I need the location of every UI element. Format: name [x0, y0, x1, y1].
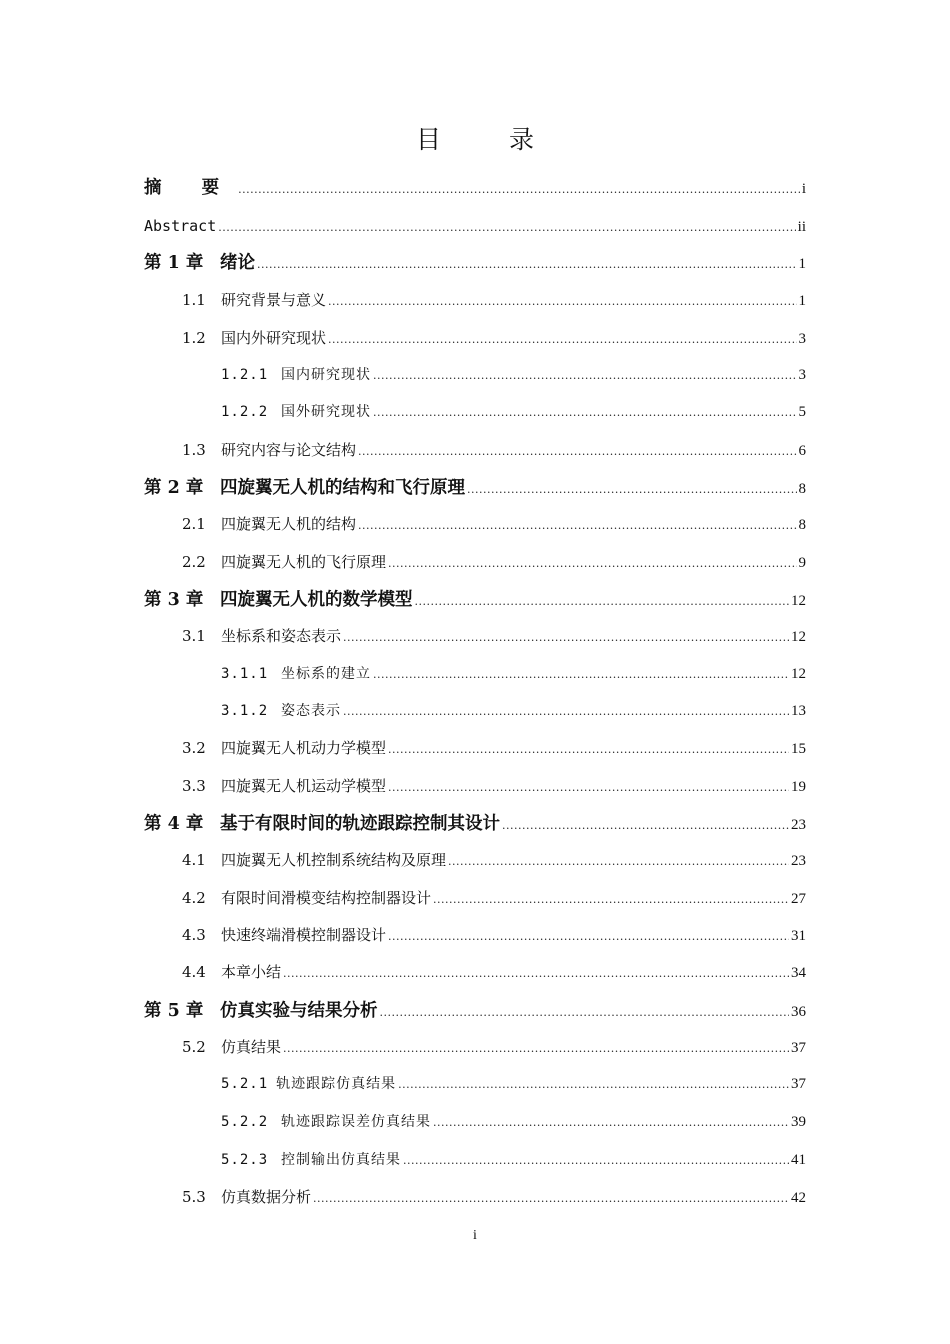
toc-section-entry[interactable]: [182, 622, 806, 650]
toc-entry-text: 四旋翼无人机动力学模型: [221, 739, 387, 757]
footer-page-number: i: [473, 1228, 477, 1243]
toc-page-number: 19: [791, 779, 806, 795]
toc-entry[interactable]: [144, 212, 806, 240]
dot-leader: [398, 1071, 789, 1099]
toc-page-number: 23: [791, 817, 806, 833]
section-number: 3.1: [182, 627, 206, 645]
toc-entry-text: 四旋翼无人机的数学模型: [220, 590, 413, 610]
toc-entry-text: 国外研究现状: [281, 404, 371, 420]
toc-entry-text: 四旋翼无人机的飞行原理: [221, 553, 387, 571]
toc-section-entry[interactable]: [182, 846, 806, 874]
toc-entry-text: 本章小结: [221, 963, 282, 981]
dot-leader: [218, 214, 795, 242]
dot-leader: [283, 1035, 789, 1063]
toc-page-number: 9: [798, 555, 806, 571]
toc-page-number: ii: [797, 219, 806, 235]
toc-page-number: 5: [798, 404, 806, 420]
subsection-number: 5.2.2: [221, 1114, 269, 1130]
toc-page-number: i: [801, 181, 806, 197]
toc-chapter-entry[interactable]: [144, 810, 806, 838]
dot-leader: [388, 736, 789, 764]
dot-leader: [313, 1185, 789, 1213]
section-number: 4.3: [182, 926, 206, 944]
toc-subsection-entry[interactable]: [221, 697, 806, 725]
toc-page-number: 13: [791, 703, 806, 719]
dot-leader: [415, 588, 790, 616]
toc-subsection-entry[interactable]: [221, 1108, 806, 1136]
dot-leader: [373, 399, 797, 427]
toc-section-entry[interactable]: [182, 958, 806, 986]
toc-entry-text: 四旋翼无人机运动学模型: [221, 777, 387, 795]
dot-leader: [343, 698, 789, 726]
section-number: 5.2: [182, 1038, 206, 1056]
toc-entry-text: 绪论: [220, 253, 255, 273]
dot-leader: [238, 176, 800, 204]
dot-leader: [433, 886, 789, 914]
toc-entry[interactable]: [144, 174, 806, 202]
toc-page-number: 15: [791, 741, 806, 757]
toc-page-number: 6: [798, 443, 806, 459]
toc-section-entry[interactable]: [182, 324, 806, 352]
toc-page-number: 36: [791, 1004, 806, 1020]
toc-page-number: 3: [798, 331, 806, 347]
toc-page-number: 12: [791, 666, 806, 682]
dot-leader: [358, 438, 796, 466]
subsection-number: 5.2.1: [221, 1076, 269, 1092]
toc-subsection-entry[interactable]: [221, 1146, 806, 1174]
section-number: 4.4: [182, 963, 206, 981]
toc-section-entry[interactable]: [182, 1033, 806, 1061]
section-number: 2.1: [182, 515, 206, 533]
toc-page-number: 27: [791, 891, 806, 907]
toc-page-number: 23: [791, 853, 806, 869]
toc-entry-text: 摘 要: [144, 178, 237, 198]
toc-page-number: 41: [791, 1152, 806, 1168]
toc-section-entry[interactable]: [182, 772, 806, 800]
dot-leader: [448, 848, 789, 876]
toc-entry-text: 研究背景与意义: [221, 291, 327, 309]
dot-leader: [433, 1109, 789, 1137]
toc-entry-text: 快速终端滑模控制器设计: [221, 926, 387, 944]
section-number: 5.3: [182, 1188, 206, 1206]
toc-page-number: 3: [798, 367, 806, 383]
subsection-number: 1.2.2: [221, 404, 269, 420]
toc-section-entry[interactable]: [182, 436, 806, 464]
dot-leader: [328, 326, 796, 354]
dot-leader: [388, 923, 789, 951]
dot-leader: [388, 774, 789, 802]
subsection-number: 3.1.2: [221, 703, 269, 719]
toc-chapter-entry[interactable]: [144, 474, 806, 502]
section-number: 1.3: [182, 441, 206, 459]
toc-entry-text: 仿真结果: [221, 1038, 282, 1056]
section-number: 4.1: [182, 851, 206, 869]
toc-page-number: 31: [791, 928, 806, 944]
toc-section-entry[interactable]: [182, 510, 806, 538]
toc-page-number: 8: [798, 517, 806, 533]
toc-subsection-entry[interactable]: [221, 361, 806, 389]
toc-entry-text: 坐标系的建立: [281, 666, 371, 682]
toc-section-entry[interactable]: [182, 884, 806, 912]
page-title: 目 录: [416, 125, 564, 154]
dot-leader: [380, 999, 790, 1027]
chapter-number: 第 3 章: [144, 590, 204, 610]
toc-entry-text: 姿态表示: [281, 703, 341, 719]
toc-page-number: 12: [791, 593, 806, 609]
section-number: 1.1: [182, 291, 206, 309]
toc-chapter-entry[interactable]: [144, 997, 806, 1025]
section-number: 3.3: [182, 777, 206, 795]
dot-leader: [283, 960, 789, 988]
dot-leader: [373, 362, 797, 390]
dot-leader: [467, 476, 797, 504]
toc-entry-text: 仿真数据分析: [221, 1188, 312, 1206]
toc-section-entry[interactable]: [182, 921, 806, 949]
chapter-number: 第 5 章: [144, 1001, 204, 1021]
toc-subsection-entry[interactable]: [221, 660, 806, 688]
toc-entry-text: 坐标系和姿态表示: [221, 627, 342, 645]
toc-page-number: 12: [791, 629, 806, 645]
toc-page-number: 1: [798, 293, 806, 309]
toc-section-entry[interactable]: [182, 734, 806, 762]
toc-entry-text: 控制输出仿真结果: [281, 1152, 401, 1168]
dot-leader: [328, 288, 796, 316]
subsection-number: 1.2.1: [221, 367, 269, 383]
toc-section-entry[interactable]: [182, 286, 806, 314]
dot-leader: [502, 812, 789, 840]
toc-page-number: 37: [791, 1076, 806, 1092]
toc-entry-text: 研究内容与论文结构: [221, 441, 357, 459]
toc-page-number: 8: [798, 481, 806, 497]
dot-leader: [257, 251, 797, 279]
dot-leader: [358, 512, 796, 540]
chapter-number: 第 4 章: [144, 814, 204, 834]
toc-page-number: 1: [798, 256, 806, 272]
chapter-number: 第 2 章: [144, 478, 204, 498]
section-number: 1.2: [182, 329, 206, 347]
toc-section-entry[interactable]: [182, 1183, 806, 1211]
dot-leader: [388, 550, 796, 578]
section-number: 3.2: [182, 739, 206, 757]
toc-chapter-entry[interactable]: [144, 249, 806, 277]
toc-page-number: 39: [791, 1114, 806, 1130]
toc-entry-text: 国内外研究现状: [221, 329, 327, 347]
subsection-number: 3.1.1: [221, 666, 269, 682]
toc-entry-text: 国内研究现状: [281, 367, 371, 383]
toc-entry-text: 四旋翼无人机控制系统结构及原理: [221, 851, 447, 869]
toc-entry-text: 四旋翼无人机的结构和飞行原理: [220, 478, 465, 498]
toc-entry-text: 仿真实验与结果分析: [220, 1001, 378, 1021]
toc-page-number: 42: [791, 1190, 806, 1206]
toc-chapter-entry[interactable]: [144, 586, 806, 614]
dot-leader: [373, 661, 789, 689]
subsection-number: 5.2.3: [221, 1152, 269, 1168]
section-number: 2.2: [182, 553, 206, 571]
toc-entry-text: 基于有限时间的轨迹跟踪控制其设计: [220, 814, 500, 834]
toc-page-number: 34: [791, 965, 806, 981]
toc-entry-text: 有限时间滑模变结构控制器设计: [221, 889, 432, 907]
toc-entry-text: 四旋翼无人机的结构: [221, 515, 357, 533]
toc-page-number: 37: [791, 1040, 806, 1056]
toc-section-entry[interactable]: [182, 548, 806, 576]
toc-subsection-entry[interactable]: [221, 1070, 806, 1098]
chapter-number: 第 1 章: [144, 253, 204, 273]
dot-leader: [343, 624, 789, 652]
toc-entry-text: 轨迹跟踪误差仿真结果: [281, 1114, 431, 1130]
toc-entry-text: 轨迹跟踪仿真结果: [276, 1076, 397, 1092]
toc-subsection-entry[interactable]: [221, 398, 806, 426]
dot-leader: [403, 1147, 789, 1175]
toc-entry-text: Abstract: [144, 217, 217, 235]
section-number: 4.2: [182, 889, 206, 907]
